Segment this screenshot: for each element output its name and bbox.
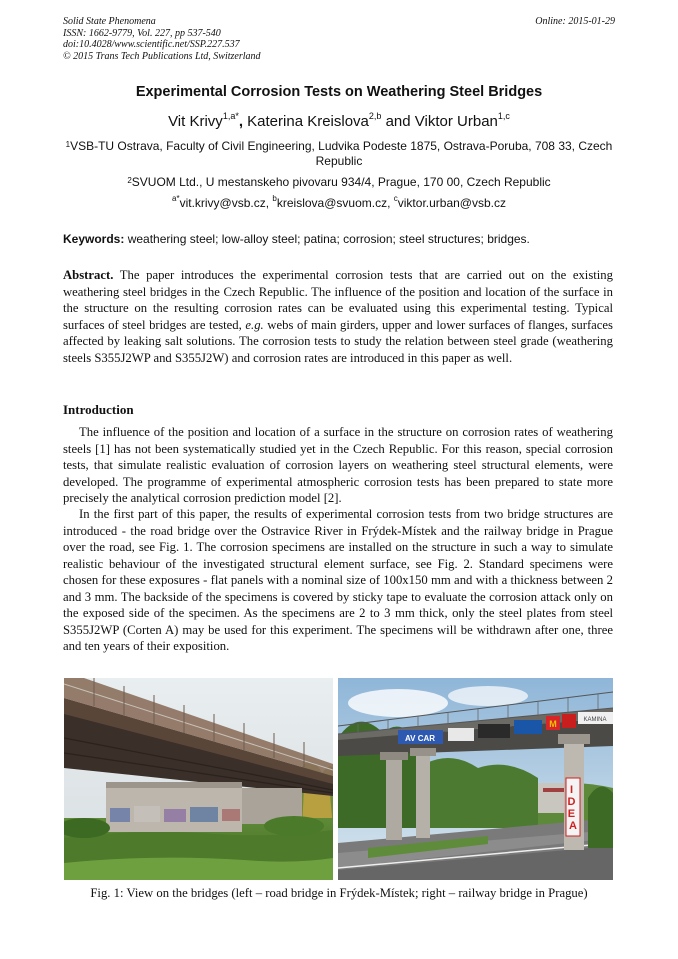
affiliation-superscript: 2: [127, 176, 132, 185]
affiliation-2: [63, 175, 615, 190]
author-superscript: 1,c: [497, 111, 510, 121]
keywords-text: weathering steel; low-alloy steel; patina; corrosion; steel structures; bridges.: [124, 232, 530, 246]
abstract-text: webs of main girders, upper and lower surfaces of flanges, surfaces affected by leaking salt solutions. The corrosion tests to study the relation between steel grade (weathering steels S355J2WP and S355J2W) and corrosion rates are introduced in this paper as well.: [63, 317, 613, 365]
abstract-label: Abstract.: [63, 268, 114, 282]
photo-road-bridge: [64, 678, 333, 880]
email-link[interactable]: viktor.urban@vsb.cz: [397, 196, 506, 210]
email-superscript: b: [272, 194, 277, 203]
author-list: [0, 113, 678, 130]
email-link[interactable]: vit.krivy@vsb.cz,: [179, 196, 273, 210]
email-superscript: c: [393, 194, 398, 203]
road-bridge-illustration: [64, 678, 333, 880]
author-separator: ,: [238, 113, 248, 130]
abstract: [63, 267, 613, 366]
railway-bridge-illustration: [338, 678, 613, 880]
keywords-label: Keywords:: [63, 232, 125, 246]
author-name: Viktor Urban: [414, 113, 498, 130]
affiliation-1: [63, 139, 615, 169]
photo-railway-bridge: [338, 678, 613, 880]
author-superscript: 1,a*: [222, 111, 239, 121]
email-link[interactable]: kreislova@svuom.cz,: [276, 196, 394, 210]
abstract-text: The paper introduces the experimental corrosion tests that are carried out on the existing weathering steel bridges in the Czech Republic. The influence of the position and location of the surface in the structure on the resulting corrosion rates can be evaluated using this experimental testing. Typical surfaces of steel bridges are tested,: [63, 268, 613, 332]
keywords: [63, 232, 615, 246]
idea-letter: E: [567, 808, 576, 820]
journal-issn: ISSN: 1662-9779, Vol. 227, pp 537-540: [63, 27, 221, 39]
journal-doi: doi:10.4028/www.scientific.net/SSP.227.537: [63, 39, 240, 50]
author-superscript: 2,b: [368, 111, 382, 121]
author-name: Katerina Kreislova: [247, 113, 369, 130]
author-emails: [0, 196, 678, 210]
billboard-label: KAMINA: [583, 717, 607, 723]
intro-paragraph-2: In the first part of this paper, the results of experimental corrosion tests from two bridge structures are introduced - the road bridge over the Ostravice River in Frýdek-Místek and the railway bridge in Prague over the road, see Fig. 1. The corrosion specimens are installed on the structure in such a way to simulate realistic behaviour of the investigated structural element surface, see Fig. 2. Standard specimens were chosen for these exposures - flat panels with a nominal size of 100x150 mm and with a thickness between 2 and 3 mm. The backside of the specimens is covered by sticky tape to evaluate the corrosion attack only on the exposed side of the specimen. As the specimens are 2 to 3 mm thick, only the steel plates from steel S355J2WP (Corten A) may be used for this experiment. The specimens will be withdrawn after one, three and ten years of their exposition.: [63, 507, 613, 653]
email-superscript: a*: [172, 194, 180, 203]
journal-copyright: © 2015 Trans Tech Publications Ltd, Switzerland: [63, 50, 261, 62]
idea-letter: I: [569, 784, 573, 796]
author-conjunction: and: [381, 113, 415, 130]
journal-header: [63, 16, 615, 62]
affiliation-text: VSB-TU Ostrava, Faculty of Civil Engineering, Ludvika Podeste 1875, Ostrava-Poruba, 708 33, Czech Republic: [70, 139, 613, 168]
author-name: Vit Krivy: [168, 113, 223, 130]
journal-name: Solid State Phenomena: [63, 16, 156, 27]
figure-caption: Fig. 1: View on the bridges (left – road bridge in Frýdek-Místek; right – railway bridge in Prague): [90, 886, 588, 900]
idea-letter: D: [567, 796, 576, 808]
intro-paragraph-1: The influence of the position and location of a surface in the structure on corrosion rates of weathering steels [1] has not been systematically studied yet in the Czech Republic. For this reason, special corrosion tests, that simulate realistic evaluation of corrosion layers on weathering steel structural elements, were developed. The programme of experimental atmospheric corrosion tests has been prepared to state more precisely the analytical corrosion prediction model [2].: [63, 425, 613, 505]
affiliation-text: SVUOM Ltd., U mestanskeho pivovaru 934/4, Prague, 170 00, Czech Republic: [131, 175, 551, 189]
idea-letter: A: [569, 820, 577, 832]
online-date: Online: 2015-01-29: [535, 16, 615, 27]
mcdonalds-sign: M: [549, 719, 557, 729]
paper-title: Experimental Corrosion Tests on Weathering Steel Bridges: [135, 84, 543, 100]
section-heading-introduction: Introduction: [63, 402, 134, 417]
affiliation-superscript: 1: [65, 140, 71, 149]
billboard-label: AV CAR: [404, 734, 436, 743]
abstract-eg: e.g.: [245, 317, 264, 332]
